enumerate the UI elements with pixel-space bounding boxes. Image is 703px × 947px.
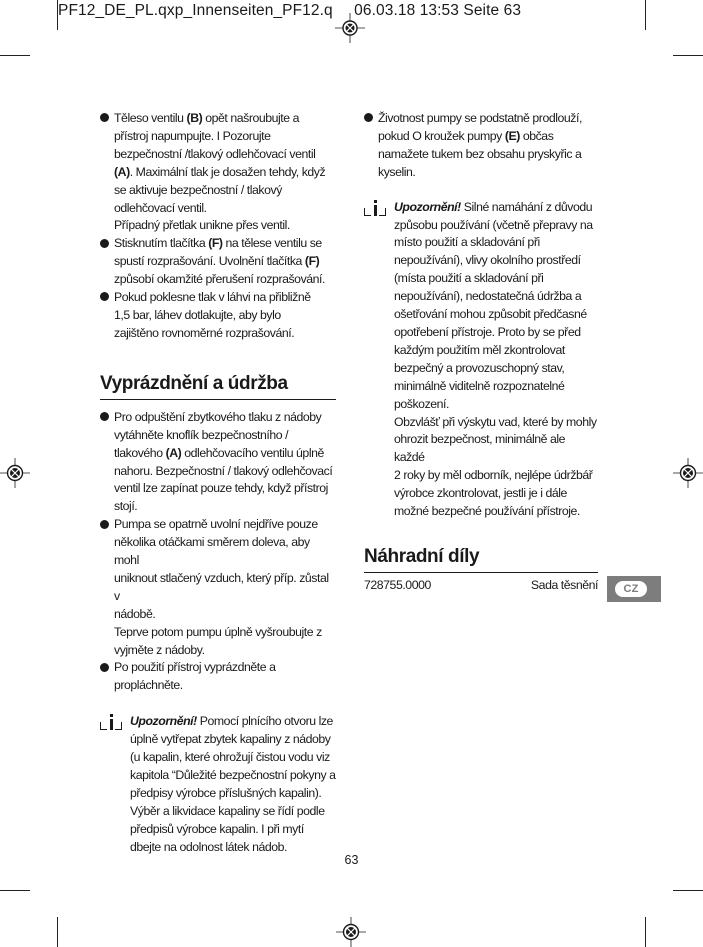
crop-mark (0, 55, 30, 56)
bullet-dot-icon (100, 113, 109, 122)
bullet-dot-icon (100, 239, 109, 248)
bullet-text (114, 409, 336, 516)
bullet-item (100, 289, 336, 343)
text-run: způsobí okamžité přerušení rozprašování. (114, 272, 325, 287)
page-number: 63 (344, 853, 359, 867)
bullet-list-maintenance (100, 409, 336, 696)
registration-mark-icon (0, 458, 30, 488)
slug-text-start: PF12_DE_PL.qxp_Innenseiten_PF12.q (58, 2, 333, 19)
crop-mark (645, 917, 646, 947)
spare-part-row (364, 573, 598, 595)
bullet-list-pump (364, 110, 598, 182)
bullet-dot-icon (364, 113, 373, 122)
figure-reference: (F) (208, 236, 223, 251)
note-text (130, 713, 336, 856)
figure-reference: (B) (186, 111, 203, 125)
slug-text-end: 06.03.18 13:53 Seite 63 (349, 2, 522, 19)
text-run: občas namažete tukem bez obsahu pryskyřic a kyselin. (378, 128, 582, 179)
warning-note (364, 199, 598, 521)
crop-mark (673, 890, 703, 891)
bullet-list-operation (100, 110, 336, 343)
info-icon (100, 716, 122, 730)
bullet-item (100, 516, 336, 659)
text-run: odlehčovacího ventilu úplně nahoru. Bezpečnostní / tlakový odlehčovací ventil lze zapínat pouze tehdy, když přístroj stojí. (114, 445, 333, 514)
note-label: Upozornění! (130, 714, 197, 729)
text-run: Pokud poklesne tlak v láhvi na přibližně 1,5 bar, láhev dotlakujte, aby bylo zajištěno rovnoměrné rozprašování. (114, 290, 311, 340)
part-name: Sada těsnění (530, 577, 598, 592)
figure-reference: (A) (165, 445, 182, 460)
note-label: Upozornění! (394, 199, 461, 214)
text-run: Stisknutím tlačítka (114, 236, 209, 251)
figure-reference: (A) (114, 164, 130, 179)
text-run: Životnost pumpy se podstatně prodlouží, pokud O kroužek pumpy (378, 111, 582, 143)
bullet-dot-icon (100, 520, 109, 529)
bullet-text (114, 235, 336, 289)
bullet-text (114, 659, 336, 695)
text-run: na tělese ventilu se spustí rozprašování. Uvolnění tlačítka (114, 236, 322, 269)
registration-mark-icon (673, 458, 703, 488)
note-body: Pomocí plnícího otvoru lze úplně vytřepat zbytek kapaliny z nádoby (u kapalin, které ohrožují čistou vodu viz kapitola “Důležité bezpečnostní pokyny a předpisy výrobce příslušných kapalin). Výběr a likvidace kapaliny se řídí podle předpisů výrobce kapalin. I při mytí dbejte na odolnost látek nádob. (130, 714, 336, 854)
figure-reference: (E) (504, 128, 520, 143)
crop-mark (0, 890, 30, 891)
bullet-dot-icon (100, 412, 109, 421)
bullet-dot-icon (100, 663, 109, 672)
text-run: . Maximální tlak je dosažen tehdy, když se aktivuje bezpečnostní / tlakový odlehčovací ventil. Případný přetlak unikne přes ventil. (114, 164, 326, 233)
bullet-item (364, 110, 598, 182)
bullet-item (100, 110, 336, 235)
bullet-item (100, 235, 336, 289)
language-code: CZ (615, 581, 647, 597)
section-heading-emptying: Vyprázdnění a údržba (100, 372, 336, 400)
language-tab (607, 576, 661, 602)
text-run: Pro odpuštění zbytkového tlaku z nádoby vytáhněte knoflík bezpečnostního / tlakového (114, 409, 322, 460)
note-body: Silné namáhání z důvodu způsobu používání (včetně přepravy na místo použití a skladování při nepoužívání), vlivy okolního prostředí (místa použití a skladování při nepoužívání), nedostatečná údržba a ošetřování mohou způsobit předčasné opotřebení přístroje. Proto by se před každým použitím měl zkontrolovat bezpečný a provozuschopný stav, minimálně viditelně rozpoznatelné poškození. Obzvlášť při výskytu vad, které by mohly ohrozit bezpečnost, minimálně ale každé 2 roky by měl odborník, nejlépe údržbář výrobce zkontrolovat, jestli je i dále možné bezpečné používání přístroje. (394, 199, 597, 519)
text-run: Pumpa se opatrně uvolní nejdříve pouze několika otáčkami směrem doleva, aby mohl uniknout stlačený vzduch, který příp. zůstal v nádobě. Teprve potom pumpu úplně vyšroubujte z vyjměte z nádoby. (114, 517, 329, 657)
part-number: 728755.0000 (364, 577, 431, 592)
figure-reference: (F) (304, 254, 320, 269)
bullet-item (100, 659, 336, 695)
bullet-text (114, 516, 336, 659)
text-run: Těleso ventilu (114, 111, 187, 125)
crop-mark (57, 917, 58, 947)
bullet-dot-icon (100, 292, 109, 301)
info-icon (364, 202, 386, 216)
crop-mark (673, 55, 703, 56)
right-column (364, 110, 598, 595)
warning-note (100, 713, 336, 856)
text-run: Po použití přístroj vyprázdněte a propláchněte. (114, 660, 276, 693)
section-heading-spare-parts: Náhradní díly (364, 545, 598, 573)
bullet-text (114, 110, 336, 235)
text-run: opět našroubujte a přístroj napumpujte. I Pozorujte bezpečnostní /tlakový odlehčovací ventil (114, 111, 316, 161)
note-text (394, 199, 598, 521)
crop-mark (645, 0, 646, 30)
left-column (100, 110, 336, 857)
bullet-text (114, 289, 336, 343)
registration-mark-icon (335, 0, 365, 30)
registration-mark-icon (336, 917, 366, 947)
crop-mark (57, 0, 58, 30)
bullet-item (100, 409, 336, 516)
bullet-text (378, 110, 598, 182)
